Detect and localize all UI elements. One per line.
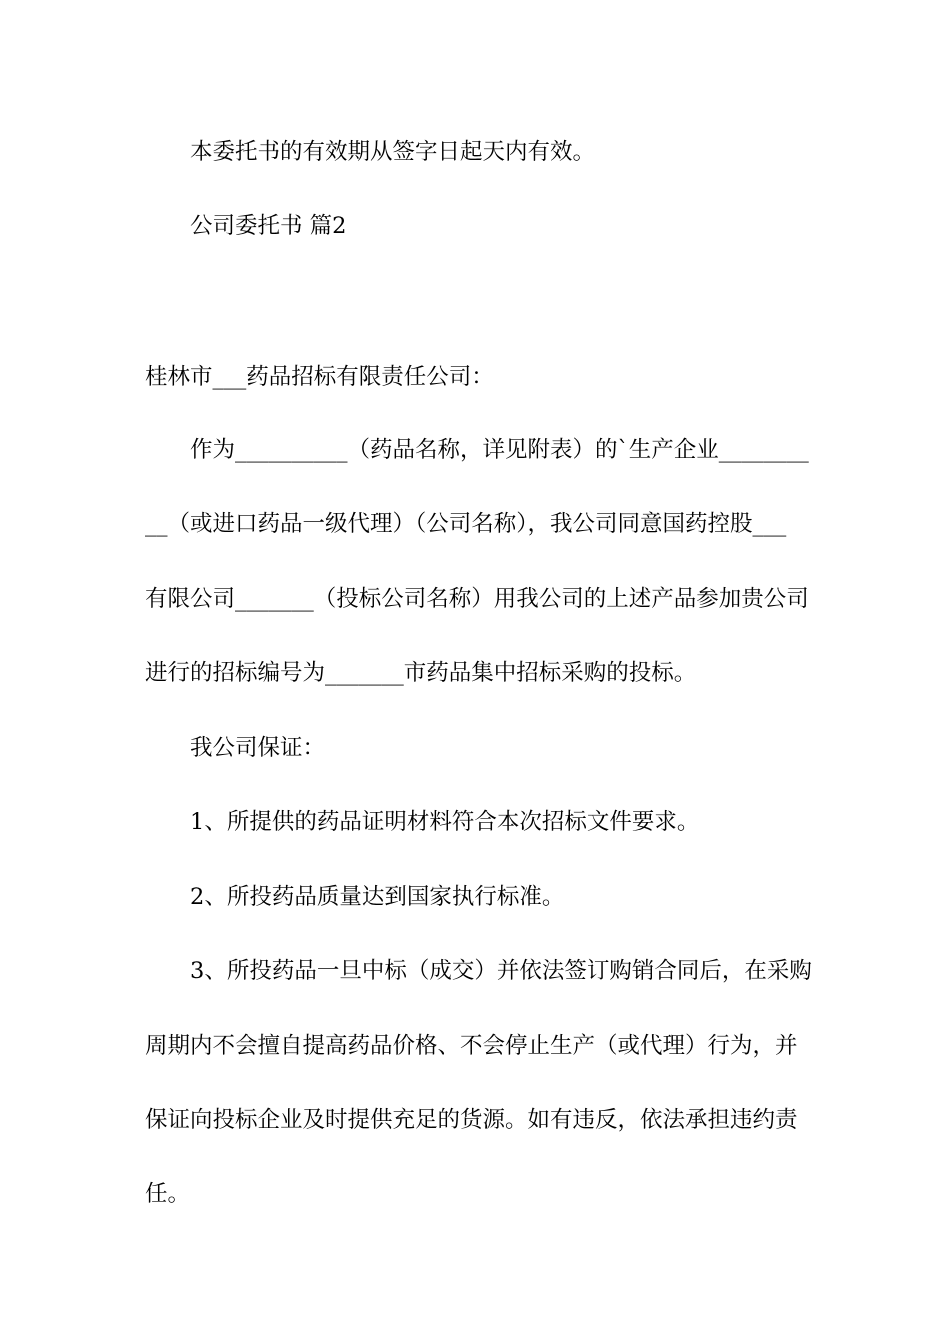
section-heading: 公司委托书 篇2 xyxy=(190,213,347,239)
addressee: 桂林市___药品招标有限责任公司： xyxy=(145,364,494,390)
guarantee-item-3-line-2: 周期内不会擅自提高药品价格、不会停止生产（或代理）行为，并 xyxy=(145,1033,798,1059)
guarantee-item-3-line-3: 保证向投标企业及时提供充足的货源。如有违反，依法承担违约责 xyxy=(145,1107,798,1133)
body-paragraph-line-1: 作为__________（药品名称，详见附表）的`生产企业________ xyxy=(190,437,809,463)
guarantee-item-3-line-4: 任。 xyxy=(145,1181,191,1207)
body-paragraph-line-4: 进行的招标编号为_______市药品集中招标采购的投标。 xyxy=(145,660,697,686)
guarantee-item-1: 1、所提供的药品证明材料符合本次招标文件要求。 xyxy=(190,809,700,835)
guarantee-item-2: 2、所投药品质量达到国家执行标准。 xyxy=(190,884,565,910)
validity-statement: 本委托书的有效期从签字日起天内有效。 xyxy=(190,139,596,165)
body-paragraph-line-2: __（或进口药品一级代理）（公司名称），我公司同意国药控股___ xyxy=(145,511,787,537)
guarantee-item-3-line-1: 3、所投药品一旦中标（成交）并依法签订购销合同后，在采购 xyxy=(190,958,812,984)
body-paragraph-line-3: 有限公司_______（投标公司名称）用我公司的上述产品参加贵公司 xyxy=(145,586,809,612)
guarantee-intro: 我公司保证： xyxy=(190,735,326,761)
